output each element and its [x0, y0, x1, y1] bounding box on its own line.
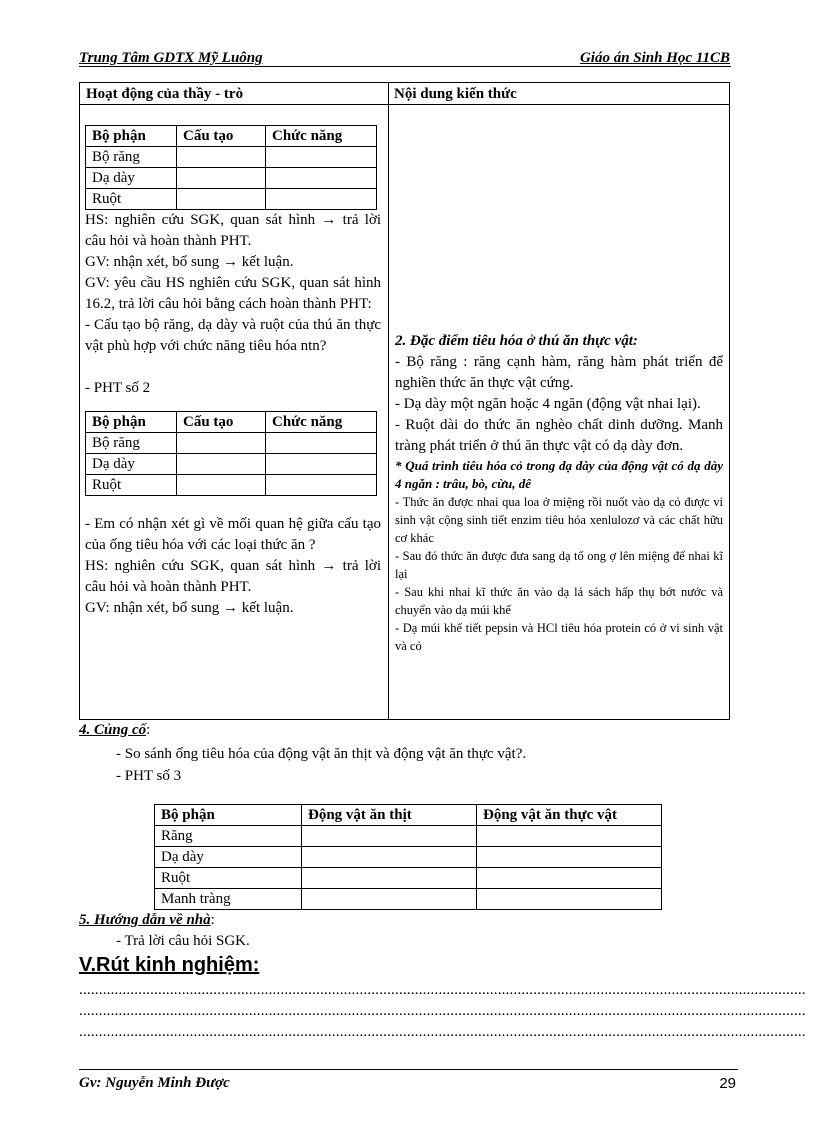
footer-author: Gv: Nguyễn Minh Được — [79, 1075, 230, 1091]
table-cell — [177, 475, 266, 496]
section-heading: 2. Đặc điểm tiêu hóa ở thú ăn thực vật: — [395, 333, 638, 349]
table-header-cell: Chức năng — [266, 126, 377, 147]
paragraph: GV: nhận xét, bổ sung → kết luận. — [85, 254, 294, 270]
table-cell — [177, 189, 266, 210]
section-4-title: 4. Củng cố — [79, 722, 147, 738]
paragraph: - Thức ăn được nhai qua loa ở miệng rồi nuốt vào dạ cỏ được vi sinh vật cộng sinh tiết enzim tiêu hóa xenlulozơ và các chất hữu cơ khác — [395, 495, 723, 545]
table-header-cell: Động vật ăn thực vật — [477, 805, 662, 826]
table-cell — [302, 868, 477, 889]
table-cell: Ruột — [155, 868, 302, 889]
footer-rule — [79, 1069, 738, 1070]
table-cell: Dạ dày — [86, 168, 177, 189]
paragraph: HS: nghiên cứu SGK, quan sát hình → trả lời câu hỏi và hoàn thành PHT. — [85, 212, 381, 249]
table-cell: Manh tràng — [155, 889, 302, 910]
table-row — [86, 433, 377, 454]
table-cell — [302, 826, 477, 847]
table-row — [86, 189, 377, 210]
paragraph: - Ruột dài do thức ăn nghèo chất dinh dưỡng. Manh tràng phát triển ở thú ăn thực vật có dạ dày đơn. — [395, 417, 723, 454]
table-cell — [266, 475, 377, 496]
paragraph: - Dạ dày một ngăn hoặc 4 ngăn (động vật nhai lại). — [395, 396, 701, 412]
table-header-cell: Bộ phận — [155, 805, 302, 826]
table-row — [155, 868, 662, 889]
table-header-cell: Cấu tạo — [177, 126, 266, 147]
table-cell — [302, 889, 477, 910]
table-cell — [266, 189, 377, 210]
table-row — [86, 147, 377, 168]
table-cell — [477, 889, 662, 910]
table-cell: Dạ dày — [155, 847, 302, 868]
table-cell — [177, 168, 266, 189]
table-cell — [266, 433, 377, 454]
table-header-row — [86, 126, 377, 147]
section-5-colon: : — [210, 912, 215, 928]
table-cell — [177, 147, 266, 168]
header-school: Trung Tâm GDTX Mỹ Luông — [79, 50, 263, 66]
paragraph: - Sau khi nhai kĩ thức ăn vào dạ lá sách hấp thụ bớt nước và chuyển vào dạ múi khế — [395, 585, 723, 617]
table-cell — [266, 168, 377, 189]
table-cell — [266, 147, 377, 168]
table-cell: Răng — [155, 826, 302, 847]
section-4-body — [116, 743, 526, 787]
paragraph: HS: nghiên cứu SGK, quan sát hình → trả lời câu hỏi và hoàn thành PHT. — [85, 558, 381, 595]
pht-table-1 — [85, 125, 377, 210]
pht-table-2 — [85, 411, 377, 496]
paragraph: - Sau đó thức ăn được đưa sang dạ tổ ong ợ lên miệng để nhai kĩ lại — [395, 549, 723, 581]
left-column — [85, 125, 381, 619]
table-header-cell: Bộ phận — [86, 126, 177, 147]
section-4-colon: : — [146, 722, 151, 738]
right-column — [395, 331, 723, 655]
sub-heading: * Quá trình tiêu hóa cỏ trong dạ dày của động vật có dạ dày 4 ngăn : trâu, bò, cừu, dê — [395, 458, 723, 491]
paragraph: GV: nhận xét, bổ sung → kết luận. — [85, 600, 294, 616]
dotted-line-3: ........................................................................................................................................................................................ — [79, 1024, 806, 1040]
dotted-line-1: ........................................................................................................................................................................................ — [79, 982, 806, 998]
paragraph: - PHT số 3 — [116, 768, 182, 784]
header-rule — [79, 66, 731, 67]
col-header-content: Nội dung kiến thức — [388, 83, 729, 105]
table-cell: Ruột — [86, 189, 177, 210]
paragraph: - Dạ múi khế tiết pepsin và HCl tiêu hóa protein có ở vi sinh vật và cỏ — [395, 621, 723, 653]
table-cell: Bộ răng — [86, 147, 177, 168]
table-row — [86, 475, 377, 496]
paragraph: - Bộ răng : răng cạnh hàm, răng hàm phát triển để nghiền thức ăn thực vật cứng. — [395, 354, 723, 391]
table-header-cell: Chức năng — [266, 412, 377, 433]
column-divider — [388, 83, 389, 719]
table-cell — [477, 847, 662, 868]
table-cell — [302, 847, 477, 868]
lesson-table — [79, 82, 730, 720]
dotted-line-2: ........................................................................................................................................................................................ — [79, 1003, 806, 1019]
pht-table-3 — [154, 804, 662, 910]
table-header-cell: Cấu tạo — [177, 412, 266, 433]
table-cell: Ruột — [86, 475, 177, 496]
table-cell — [266, 454, 377, 475]
section-5-body: - Trả lời câu hỏi SGK. — [116, 933, 250, 949]
section-v-title: V.Rút kinh nghiệm: — [79, 954, 260, 976]
table-cell — [477, 868, 662, 889]
paragraph: - So sánh ống tiêu hóa của động vật ăn thịt và động vật ăn thực vật?. — [116, 746, 527, 762]
paragraph: - PHT số 2 — [85, 380, 151, 396]
table-cell: Dạ dày — [86, 454, 177, 475]
table-cell — [477, 826, 662, 847]
col-header-activities: Hoạt động của thầy - trò — [80, 83, 388, 105]
table-header-row — [86, 412, 377, 433]
header-subject: Giáo án Sinh Học 11CB — [579, 50, 730, 66]
table-cell — [177, 454, 266, 475]
table-row — [155, 847, 662, 868]
page-number: 29 — [719, 1075, 736, 1092]
paragraph: - Em có nhận xét gì về mối quan hệ giữa cấu tạo của ống tiêu hóa với các loại thức ăn ? — [85, 516, 381, 553]
table-header-row — [155, 805, 662, 826]
paragraph: - Cấu tạo bộ răng, dạ dày và ruột của thú ăn thực vật phù hợp với chức năng tiêu hóa ntn? — [85, 317, 381, 354]
table-cell — [177, 433, 266, 454]
table-header-cell: Bộ phận — [86, 412, 177, 433]
table-row — [155, 889, 662, 910]
section-4 — [79, 722, 150, 739]
section-5-title: 5. Hướng dẫn về nhà — [79, 912, 211, 928]
table-row — [86, 454, 377, 475]
table-cell: Bộ răng — [86, 433, 177, 454]
table-row — [86, 168, 377, 189]
paragraph: GV: yêu cầu HS nghiên cứu SGK, quan sát hình 16.2, trả lời câu hỏi bằng cách hoàn thành PHT: — [85, 275, 381, 312]
table-header-cell: Động vật ăn thịt — [302, 805, 477, 826]
table-row — [155, 826, 662, 847]
section-5 — [79, 912, 215, 929]
